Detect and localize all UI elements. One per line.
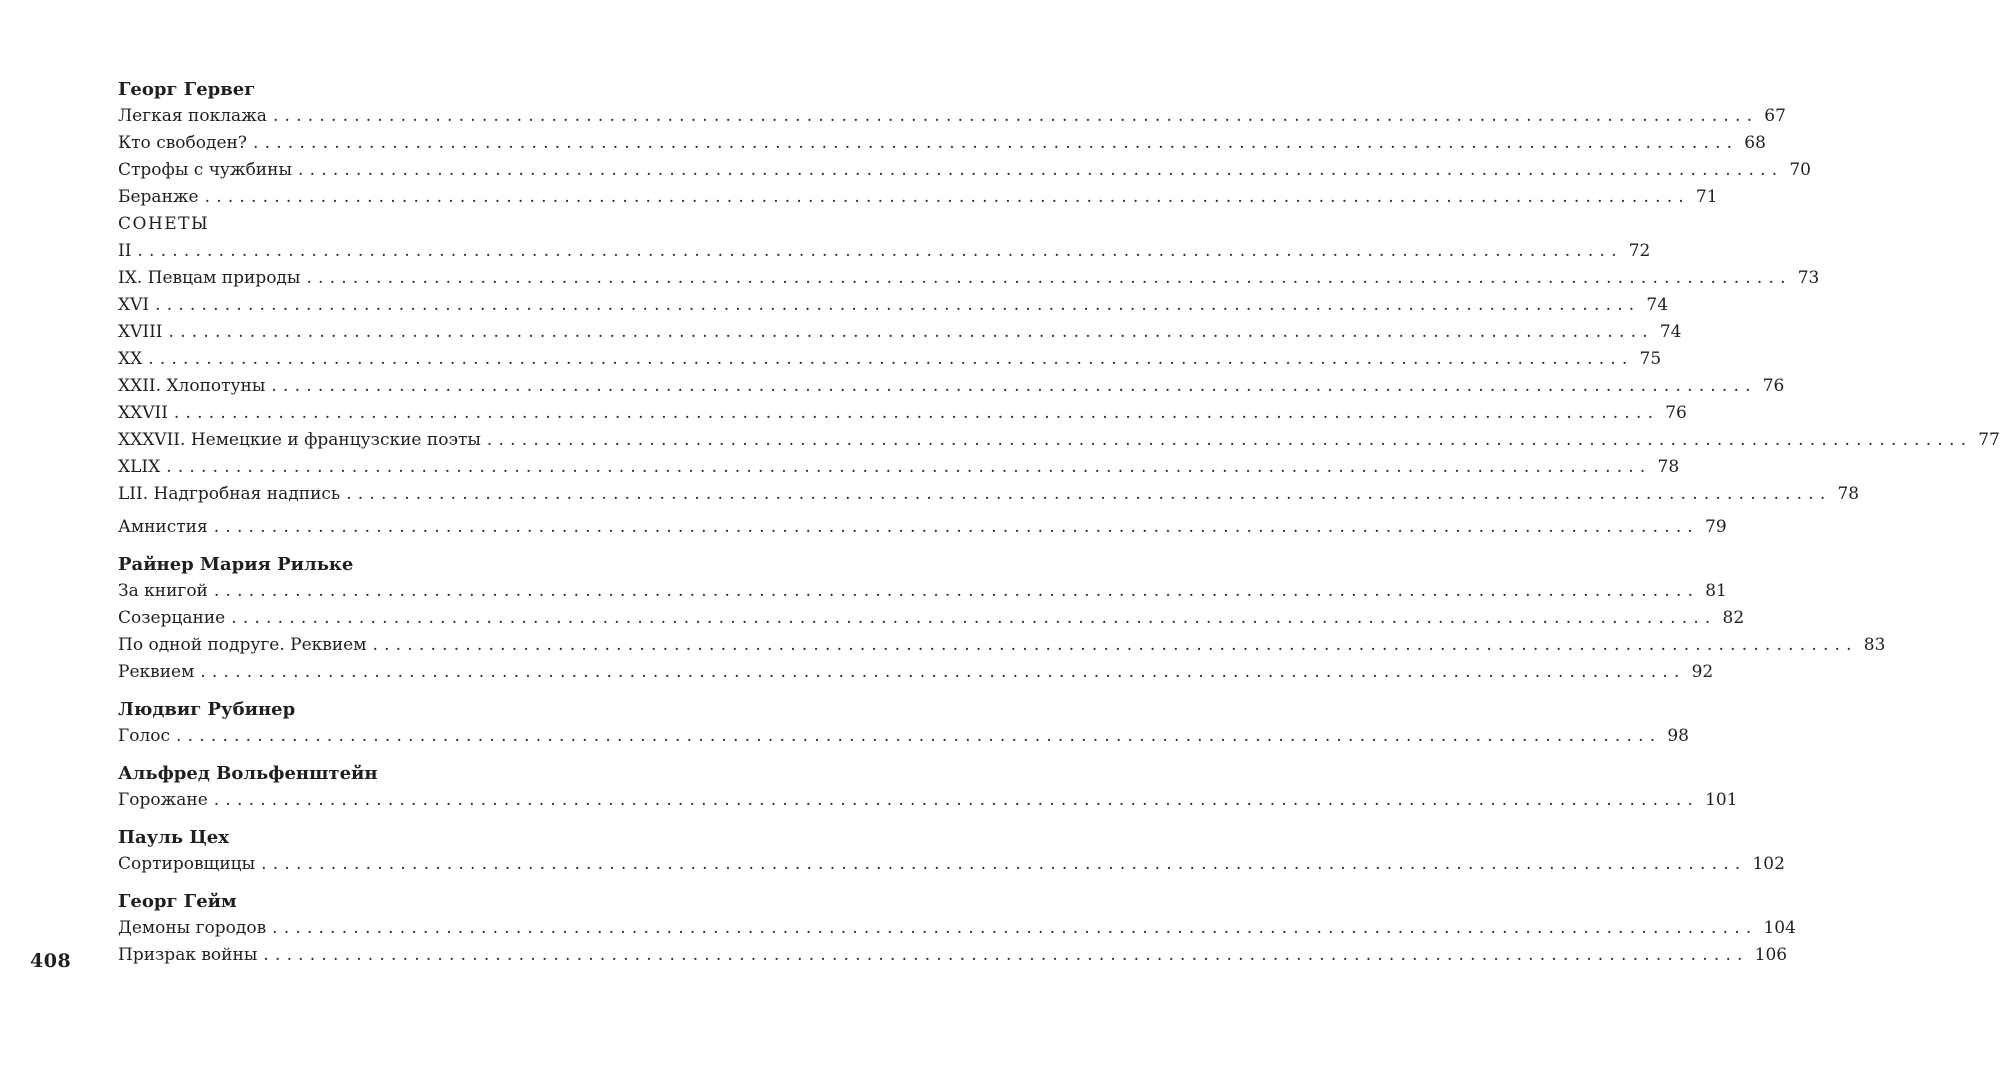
entry-title: XVIII [118,322,163,342]
dot-leader: ................................................................................................................................ [148,349,1634,369]
entry-title: За книгой [118,581,208,601]
dot-leader: ................................................................................................................................ [213,517,1700,537]
entry-title: Горожане [118,790,208,810]
toc-entry[interactable] [118,787,1738,814]
entry-page: 73 [1797,268,1820,288]
dot-leader: ................................................................................................................................ [346,484,1832,504]
entry-page: 81 [1705,581,1727,601]
author-heading: Пауль Цех [118,827,229,848]
entry-page: 83 [1863,635,1886,655]
dot-leader: ................................................................................................................................ [166,457,1652,477]
toc-entry[interactable] [118,157,1811,184]
toc-entry[interactable] [118,103,1786,130]
entry-page: 92 [1691,662,1714,682]
entry-title: Созерцание [118,608,226,628]
section-rilke [118,551,1886,686]
dot-leader: ................................................................................................................................ [298,160,1784,180]
entry-title: Легкая поклажа [118,106,267,126]
dot-leader: ................................................................................................................................ [155,295,1641,315]
toc-entry[interactable] [118,373,1785,400]
dot-leader: ................................................................................................................................ [168,322,1654,342]
dot-leader: ................................................................................................................................ [173,403,1660,423]
entry-title: XXVII [118,403,168,423]
dot-leader: ................................................................................................................................ [261,854,1747,874]
entry-title: Беранже [118,187,199,207]
section-wolfenstein [118,760,1738,814]
entry-page: 70 [1789,160,1811,180]
toc-entry[interactable] [118,265,1820,292]
entry-title: По одной подруге. Реквием [118,635,367,655]
dot-leader: ................................................................................................................................ [231,608,1717,628]
toc-entry[interactable] [118,632,1886,659]
entry-title: XX [118,349,143,369]
dot-leader: ................................................................................................................................ [272,918,1758,938]
author-heading: Райнер Мария Рильке [118,554,354,575]
entry-title: LII. Надгробная надпись [118,484,341,504]
author-heading: Георг Гервег [118,79,256,100]
dot-leader: ................................................................................................................................ [372,635,1858,655]
toc-entry[interactable] [118,659,1714,686]
entry-title: II [118,241,132,261]
entry-title: Сортировщицы [118,854,256,874]
toc-entry[interactable] [118,605,1745,632]
entry-page: 77 [1978,430,2000,450]
dot-leader: ................................................................................................................................ [137,241,1623,261]
page-number: 408 [30,950,72,972]
section-heym [118,888,1796,969]
entry-title: XVI [118,295,150,315]
toc-entry[interactable] [118,578,1727,605]
entry-page: 106 [1754,945,1788,965]
dot-leader: ................................................................................................................................ [486,430,1973,450]
dot-leader: ................................................................................................................................ [176,726,1662,746]
entry-page: 67 [1764,106,1786,126]
toc-entry[interactable] [118,130,1766,157]
entry-page: 72 [1628,241,1651,261]
dot-leader: ................................................................................................................................ [200,662,1686,682]
toc-entry[interactable] [118,400,1687,427]
entry-title: Призрак войны [118,945,258,965]
entry-title: Демоны городов [118,918,267,938]
toc-entry[interactable] [118,427,2000,454]
toc-entry[interactable] [118,915,1796,942]
toc-entry[interactable] [118,723,1689,750]
entry-page: 82 [1722,608,1745,628]
toc-entry[interactable] [118,481,1860,508]
entry-title: XLIX [118,457,161,477]
entry-page: 76 [1665,403,1687,423]
entry-title: IX. Певцам природы [118,268,301,288]
toc-entry[interactable] [118,942,1788,969]
entry-page: 68 [1744,133,1766,153]
section-herwegh [118,76,2000,541]
entry-page: 78 [1657,457,1680,477]
toc-entry[interactable] [118,238,1651,265]
entry-page: 102 [1752,854,1785,874]
toc-entry[interactable] [118,346,1662,373]
entry-page: 78 [1837,484,1860,504]
dot-leader: ................................................................................................................................ [271,376,1757,396]
table-of-contents [118,76,2000,979]
dot-leader: ................................................................................................................................ [213,790,1700,810]
entry-page: 101 [1705,790,1738,810]
author-heading: Людвиг Рубинер [118,699,296,720]
entry-page: 75 [1639,349,1662,369]
toc-entry[interactable] [118,514,1727,541]
entry-title: Строфы с чужбины [118,160,293,180]
entry-page: 79 [1705,517,1727,537]
entry-page: 76 [1762,376,1785,396]
entry-title: XXXVII. Немецкие и французские поэты [118,430,481,450]
toc-entry[interactable] [118,851,1785,878]
entry-page: 104 [1763,918,1796,938]
entry-page: 98 [1667,726,1689,746]
dot-leader: ................................................................................................................................ [306,268,1792,288]
section-zech [118,824,1785,878]
author-heading: Георг Гейм [118,891,237,912]
toc-entry[interactable] [118,292,1669,319]
entry-title: XXII. Хлопотуны [118,376,266,396]
section-rubiner [118,696,1689,750]
entry-title: Кто свободен? [118,133,247,153]
entry-page: 74 [1646,295,1669,315]
author-heading: Альфред Вольфенштейн [118,763,378,784]
entry-title: Реквием [118,662,195,682]
toc-entry[interactable] [118,319,1682,346]
dot-leader: ................................................................................................................................ [252,133,1739,153]
entry-page: 71 [1695,187,1718,207]
entry-title: Голос [118,726,171,746]
dot-leader: ................................................................................................................................ [272,106,1759,126]
entry-title: Амнистия [118,517,208,537]
dot-leader: ................................................................................................................................ [213,581,1700,601]
toc-entry[interactable] [118,184,1718,211]
sonnets-heading: СОНЕТЫ [118,214,210,234]
toc-entry[interactable] [118,454,1680,481]
entry-page: 74 [1659,322,1682,342]
dot-leader: ................................................................................................................................ [263,945,1749,965]
dot-leader: ................................................................................................................................ [204,187,1690,207]
